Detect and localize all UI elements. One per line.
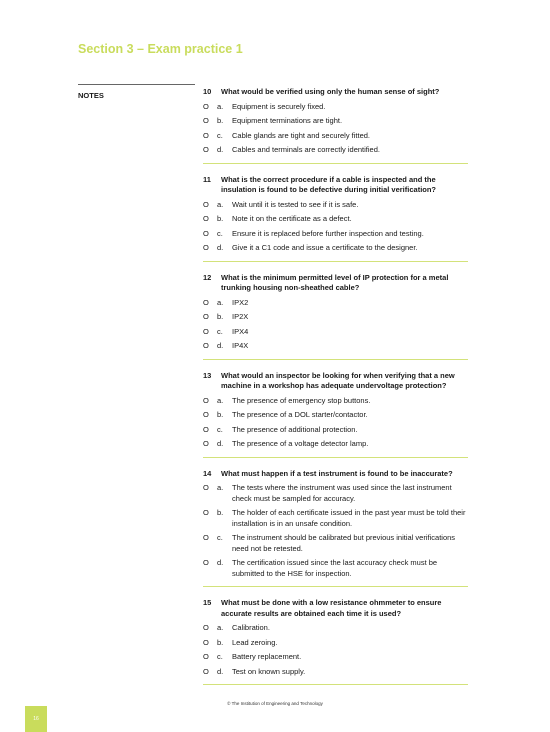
option-circle-icon: O [203,214,209,223]
option-circle-icon: O [203,395,209,405]
option-text: Cable glands are tight and securely fitted. [232,130,370,140]
answer-option [203,102,468,113]
option-text: The presence of additional protection. [232,424,358,434]
option-letter: a. [217,395,224,405]
question-number: 10 [203,87,212,96]
answer-option [203,667,468,678]
question-header [203,469,468,480]
option-letter: a. [217,483,224,492]
option-circle-icon: O [203,637,209,647]
page-number: 16 [33,716,39,722]
answer-option [203,298,468,309]
answer-option [203,145,468,156]
notes-rule [78,84,195,85]
option-letter: a. [217,297,224,307]
answer-option [203,439,468,450]
question-header [203,371,468,392]
question-divider [203,457,468,458]
answer-option [203,131,468,142]
option-text: IPX4 [232,326,249,336]
answer-option [203,243,468,254]
page-number-tab [25,706,47,732]
option-circle-icon: O [203,243,209,252]
question-text: What is the correct procedure if a cable is inspected and the insulation is found to be defective during initial verification? [221,174,437,194]
question-list [203,87,468,696]
option-circle-icon: O [203,326,209,336]
option-letter: b. [217,637,224,647]
question-number: 12 [203,272,212,282]
option-letter: c. [217,424,223,434]
section-title: Section 3 – Exam practice 1 [78,42,243,56]
option-text: IP2X [232,312,249,321]
answer-option [203,200,468,211]
question-header [203,175,468,196]
question-text: What must happen if a test instrument is found to be inaccurate? [221,468,453,478]
option-text: Battery replacement. [232,652,302,661]
option-circle-icon: O [203,199,209,209]
option-letter: a. [217,101,224,111]
option-letter: d. [217,243,224,252]
option-text: Give it a C1 code and issue a certificate to the designer. [232,243,418,252]
option-text: Lead zeroing. [232,637,278,647]
question-header [203,87,468,98]
option-text: IPX2 [232,297,249,307]
option-text: The presence of emergency stop buttons. [232,395,371,405]
answer-option [203,312,468,323]
footer-copyright: © The Institution of Engineering and Technology [227,701,323,706]
question-number: 14 [203,468,212,478]
option-circle-icon: O [203,130,209,140]
option-text: Note it on the certificate as a defect. [232,214,352,223]
option-letter: d. [217,341,224,350]
option-letter: a. [217,623,224,632]
option-circle-icon: O [203,424,209,434]
option-letter: b. [217,508,224,517]
question-divider [203,163,468,164]
question-text: What must be done with a low resistance ohmmeter to ensure accurate results are obtained each time it is used? [221,598,442,618]
option-circle-icon: O [203,312,209,321]
option-text: The tests where the instrument was used since the last instrument check must be sampled for accuracy. [232,483,452,503]
answer-option [203,327,468,338]
option-circle-icon: O [203,297,209,307]
question-divider [203,261,468,262]
option-circle-icon: O [203,341,209,350]
option-text: The holder of each certificate issued in the past year must be told their installation is in an unsafe condition. [232,508,466,528]
question-header [203,598,468,619]
option-circle-icon: O [203,439,209,448]
question-header [203,273,468,294]
option-letter: d. [217,145,224,154]
option-letter: a. [217,199,224,209]
option-circle-icon: O [203,533,209,542]
answer-option [203,410,468,421]
answer-option [203,341,468,352]
option-letter: b. [217,410,224,419]
answer-option [203,483,468,504]
option-circle-icon: O [203,101,209,111]
option-letter: d. [217,666,224,676]
option-text: Wait until it is tested to see if it is safe. [232,199,359,209]
option-letter: c. [217,130,223,140]
question-number: 15 [203,598,212,607]
question-text: What would an inspector be looking for when verifying that a new machine in a workshop has adequate undervoltage protection? [221,370,455,390]
option-letter: b. [217,116,224,125]
question-divider [203,586,468,587]
option-letter: c. [217,326,223,336]
question-divider [203,359,468,360]
notes-label: NOTES [78,91,104,100]
option-circle-icon: O [203,508,209,517]
option-text: The certification issued since the last accuracy check must be submitted to the HSE for inspection. [232,558,438,578]
option-letter: d. [217,558,224,567]
option-circle-icon: O [203,623,209,632]
answer-option [203,214,468,225]
option-circle-icon: O [203,116,209,125]
question-14 [203,469,468,588]
option-letter: c. [217,228,223,238]
answer-option [203,533,468,554]
option-text: Cables and terminals are correctly identified. [232,145,380,154]
option-letter: c. [217,533,223,542]
answer-option [203,229,468,240]
option-text: The presence of a voltage detector lamp. [232,439,369,448]
answer-option [203,396,468,407]
question-12 [203,273,468,360]
option-letter: d. [217,439,224,448]
question-15 [203,598,468,685]
question-divider [203,684,468,685]
option-letter: b. [217,312,224,321]
option-circle-icon: O [203,228,209,238]
answer-option [203,638,468,649]
option-circle-icon: O [203,145,209,154]
question-13 [203,371,468,458]
option-text: IP4X [232,341,249,350]
option-letter: c. [217,652,223,661]
question-number: 13 [203,370,212,380]
answer-option [203,508,468,529]
option-text: Equipment terminations are tight. [232,116,343,125]
answer-option [203,623,468,634]
option-text: Equipment is securely fixed. [232,101,326,111]
option-circle-icon: O [203,558,209,567]
option-circle-icon: O [203,483,209,492]
option-circle-icon: O [203,652,209,661]
option-text: The presence of a DOL starter/contactor. [232,410,368,419]
option-text: Calibration. [232,623,270,632]
question-number: 11 [203,174,211,184]
question-text: What would be verified using only the human sense of sight? [221,87,440,96]
answer-option [203,116,468,127]
option-letter: b. [217,214,224,223]
answer-option [203,558,468,579]
option-text: Ensure it is replaced before further inspection and testing. [232,228,424,238]
option-circle-icon: O [203,666,209,676]
answer-option [203,652,468,663]
question-10 [203,87,468,164]
option-text: The instrument should be calibrated but previous initial verifications need not be retested. [232,533,456,553]
question-text: What is the minimum permitted level of IP protection for a metal trunking housing non-sheathed cable? [221,272,449,292]
question-11 [203,175,468,262]
answer-option [203,425,468,436]
option-circle-icon: O [203,410,209,419]
option-text: Test on known supply. [232,666,306,676]
